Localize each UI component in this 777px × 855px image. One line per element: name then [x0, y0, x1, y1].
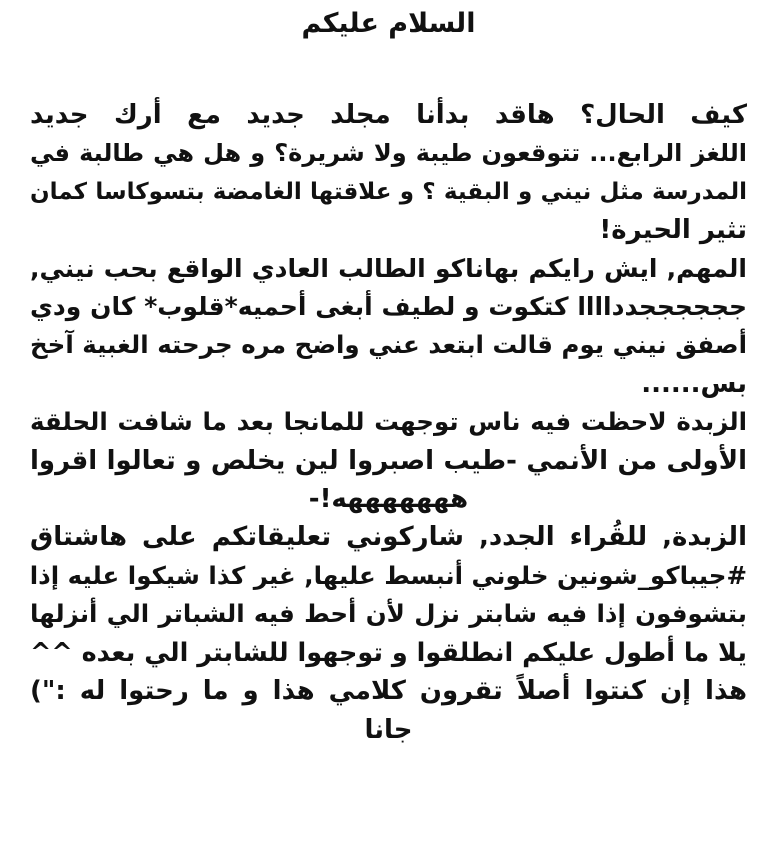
- text-line: تثير الحيرة!: [599, 215, 747, 246]
- text-line: جانا: [364, 714, 413, 745]
- page-title: السلام عليكم: [301, 8, 476, 39]
- text-line: أصفق نيني يوم قالت ابتعد عني واضح مره جرحته الغبية آخخ: [30, 330, 747, 360]
- text-line: #جيباكو_شونين خلوني أنبسط عليها, غير كذا شيكوا عليه إذا: [29, 560, 747, 590]
- text-line: اللغز الرابع... تتوقعون طيبة ولا شريرة؟ و هل هي طالبة في: [30, 139, 747, 168]
- text-line: الزبدة, للقُراء الجدد, شاركوني تعليقاتكم على هاشتاق: [30, 522, 747, 553]
- text-line: هههههههه!-: [308, 484, 469, 515]
- body-text: [30, 96, 747, 749]
- text-line: ججججججدداااا كتكوت و لطيف أبغى أحميه*قلوب* كان ودي: [30, 292, 747, 322]
- text-line: كيف الحال؟ هاقد بدأنا مجلد جديد مع أرك جديد: [30, 100, 747, 130]
- text-line: الأولى من الأنمي -طيب اصبروا لين يخلص و تعالوا اقروا: [30, 445, 747, 476]
- text-line: المدرسة مثل نيني و البقية ؟ و علاقتها الغامضة بتسوكاسا كمان: [30, 178, 747, 205]
- text-line: بتشوفون إذا فيه شابتر نزل لأن أحط فيه الشباتر الي أنزلها: [30, 599, 747, 629]
- text-line: الزبدة لاحظت فيه ناس توجهت للمانجا بعد ما شافت الحلقة: [30, 407, 747, 437]
- text-line: يلا ما أطول عليكم انطلقوا و توجهوا للشابتر الي بعده ^^: [30, 637, 747, 668]
- text-line: هذا إن كنتوا أصلاً تقرون كلامي هذا و ما رحتوا له :"): [30, 676, 747, 707]
- text-line: بس......: [641, 368, 747, 399]
- text-line: المهم, ايش رايكم بهاناكو الطالب العادي الواقع بحب نيني,: [30, 253, 747, 283]
